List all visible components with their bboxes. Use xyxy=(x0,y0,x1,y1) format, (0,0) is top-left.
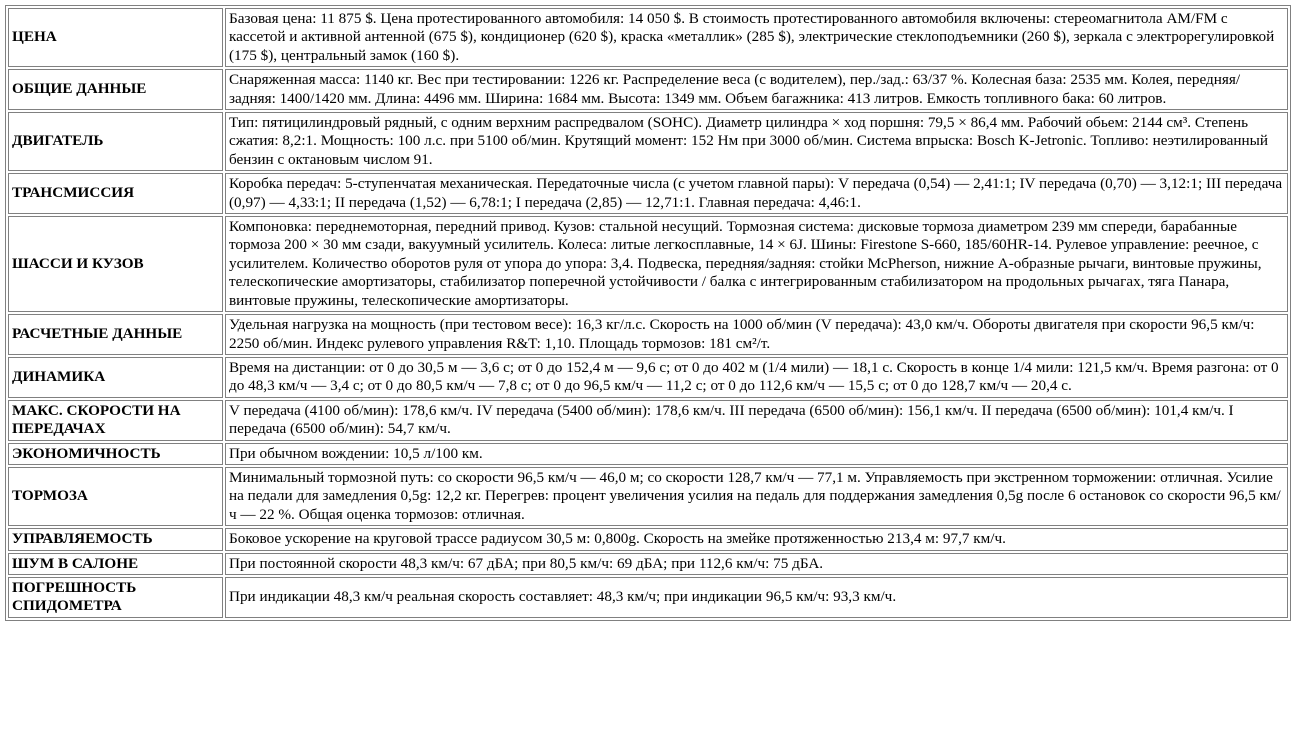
row-value: Минимальный тормозной путь: со скорости 96,5 км/ч — 46,0 м; со скорости 128,7 км/ч — 77,1 м. Управляемость при экстренном торможении: отличная. Усилие на педали для замедления 0,5g: 12,2 кг. Перегрев: процент увеличения усилия на педаль для поддержания замедления 0,5g после 6 остановок со скорости 96,5 км/ч — 22 %. Общая оценка тормозов: отличная. xyxy=(225,467,1288,526)
row-value: Базовая цена: 11 875 $. Цена протестированного автомобиля: 14 050 $. В стоимость протестированного автомобиля включены: стереомагнитола AM/FM с кассетой и активной антенной (675 $), кондиционер (620 $), краска «металлик» (285 $), электрические стеклоподъемники (260 $), зеркала с электрорегулировкой (175 $), центральный замок (160 $). xyxy=(225,8,1288,67)
specifications-table xyxy=(5,5,1291,621)
row-label: ПОГРЕШНОСТЬ СПИДОМЕТРА xyxy=(8,577,223,618)
row-label: ДИНАМИКА xyxy=(8,357,223,398)
row-value: Боковое ускорение на круговой трассе радиусом 30,5 м: 0,800g. Скорость на змейке протяженностью 213,4 м: 97,7 км/ч. xyxy=(225,528,1288,550)
table-row-handling xyxy=(8,528,1288,550)
row-label: МАКС. СКОРОСТИ НА ПЕРЕДАЧАХ xyxy=(8,400,223,441)
row-label: ТРАНСМИССИЯ xyxy=(8,173,223,214)
row-value: При индикации 48,3 км/ч реальная скорость составляет: 48,3 км/ч; при индикации 96,5 км/ч: 93,3 км/ч. xyxy=(225,577,1288,618)
row-label: УПРАВЛЯЕМОСТЬ xyxy=(8,528,223,550)
table-row-speedometer xyxy=(8,577,1288,618)
row-value: Компоновка: переднемоторная, передний привод. Кузов: стальной несущий. Тормозная система: дисковые тормоза диаметром 239 мм спереди, барабанные тормоза 200 × 30 мм сзади, вакуумный усилитель. Колеса: литые легкосплавные, 14 × 6J. Шины: Firestone S-660, 185/60HR-14. Рулевое управление: реечное, с усилителем. Количество оборотов руля от упора до упора: 3,4. Подвеска, передняя/задняя: стойки McPherson, нижние А-образные рычаги, винтовые пружины, телескопические амортизаторы, стабилизатор поперечной устойчивости / балка с интегрированным стабилизатором на продольных рычагах, тяга Панара, винтовые пружины, телескопические амортизаторы. xyxy=(225,216,1288,312)
row-value: Тип: пятицилиндровый рядный, с одним верхним распредвалом (SOHC). Диаметр цилиндра × ход поршня: 79,5 × 86,4 мм. Рабочий обьем: 2144 см³. Степень сжатия: 8,2:1. Мощность: 100 л.с. при 5100 об/мин. Крутящий момент: 152 Нм при 3000 об/мин. Система впрыска: Bosch K-Jetronic. Топливо: неэтилированный бензин с октановым числом 91. xyxy=(225,112,1288,171)
row-label: ОБЩИЕ ДАННЫЕ xyxy=(8,69,223,110)
table-row-noise xyxy=(8,553,1288,575)
row-value: V передача (4100 об/мин): 178,6 км/ч. IV передача (5400 об/мин): 178,6 км/ч. III передача (6500 об/мин): 156,1 км/ч. II передача (6500 об/мин): 101,4 км/ч. I передача (6500 об/мин): 54,7 км/ч. xyxy=(225,400,1288,441)
table-row-calculated xyxy=(8,314,1288,355)
table-row-economy xyxy=(8,443,1288,465)
spec-sheet xyxy=(5,5,1291,621)
table-row-chassis xyxy=(8,216,1288,312)
row-label: РАСЧЕТНЫЕ ДАННЫЕ xyxy=(8,314,223,355)
row-value: Коробка передач: 5-ступенчатая механическая. Передаточные числа (с учетом главной пары): V передача (0,54) — 2,41:1; IV передача (0,70) — 3,12:1; III передача (0,97) — 4,33:1; II передача (1,52) — 6,78:1; I передача (2,85) — 12,71:1. Главная передача: 4,46:1. xyxy=(225,173,1288,214)
row-value: Снаряженная масса: 1140 кг. Вес при тестировании: 1226 кг. Распределение веса (с водителем), пер./зад.: 63/37 %. Колесная база: 2535 мм. Колея, передняя/задняя: 1400/1420 мм. Длина: 4496 мм. Ширина: 1684 мм. Высота: 1349 мм. Объем багажника: 413 литров. Емкость топливного бака: 60 литров. xyxy=(225,69,1288,110)
table-row-general xyxy=(8,69,1288,110)
table-row-max-speeds xyxy=(8,400,1288,441)
table-row-transmission xyxy=(8,173,1288,214)
row-value: Время на дистанции: от 0 до 30,5 м — 3,6 с; от 0 до 152,4 м — 9,6 с; от 0 до 402 м (1/4 мили) — 18,1 с. Скорость в конце 1/4 мили: 121,5 км/ч. Время разгона: от 0 до 48,3 км/ч — 3,4 с; от 0 до 80,5 км/ч — 7,8 с; от 0 до 96,5 км/ч — 11,2 с; от 0 до 112,6 км/ч — 15,5 с; от 0 до 128,7 км/ч — 20,4 с. xyxy=(225,357,1288,398)
table-row-engine xyxy=(8,112,1288,171)
row-value: При постоянной скорости 48,3 км/ч: 67 дБА; при 80,5 км/ч: 69 дБА; при 112,6 км/ч: 75 дБА. xyxy=(225,553,1288,575)
table-row-dynamics xyxy=(8,357,1288,398)
row-value: Удельная нагрузка на мощность (при тестовом весе): 16,3 кг/л.с. Скорость на 1000 об/мин (V передача): 43,0 км/ч. Обороты двигателя при скорости 96,5 км/ч: 2250 об/мин. Индекс рулевого управления R&T: 1,10. Площадь тормозов: 181 см²/т. xyxy=(225,314,1288,355)
row-label: ЭКОНОМИЧНОСТЬ xyxy=(8,443,223,465)
table-row-brakes xyxy=(8,467,1288,526)
row-label: ТОРМОЗА xyxy=(8,467,223,526)
row-label: ШАССИ И КУЗОВ xyxy=(8,216,223,312)
row-label: ЦЕНА xyxy=(8,8,223,67)
row-value: При обычном вождении: 10,5 л/100 км. xyxy=(225,443,1288,465)
row-label: ДВИГАТЕЛЬ xyxy=(8,112,223,171)
table-row-price xyxy=(8,8,1288,67)
row-label: ШУМ В САЛОНЕ xyxy=(8,553,223,575)
